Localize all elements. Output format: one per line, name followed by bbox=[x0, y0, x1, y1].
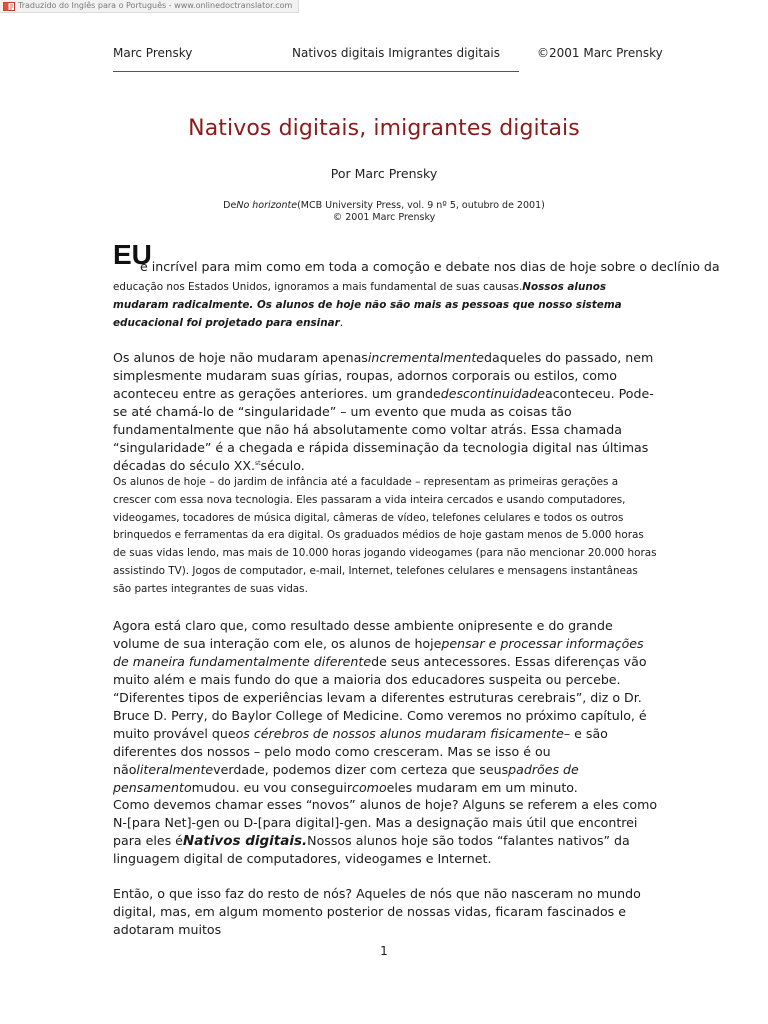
p2-emphasis-b: descontinuidade bbox=[440, 386, 545, 401]
header-rule bbox=[113, 71, 519, 72]
paragraph-6: Então, o que isso faz do resto de nós? Aqueles de nós que não nasceram no mundo digital, mas, em algum momento posterior de nossas vidas, ficaram fascinados e adotaram muitos bbox=[113, 886, 641, 937]
p4-emphasis-c: literalmente bbox=[136, 762, 214, 777]
p4-text-a: Agora está claro que, como resultado desse ambiente onipresente e do grande volume de sua interação com ele, os alunos de hoje bbox=[113, 618, 613, 651]
paragraph-3: Os alunos de hoje – do jardim de infância até a faculdade – representam as primeiras gerações a crescer com essa nova tecnologia. Eles passaram a vida inteira cercados e usando computadores, videogames, tocadores de música digital, câmeras de vídeo, telefones celulares e todos os outros brinquedos e ferramentas da era digital. Os graduados médios de hoje gastam menos de 5.000 horas de suas vidas lendo, mas mais de 10.000 horas jogando videogames (para não mencionar 20.000 horas assistindo TV). Jogos de computador, e-mail, Internet, telefones celulares e mensagens instantâneas são partes integrantes de suas vidas. bbox=[113, 476, 657, 595]
translator-text[interactable]: Traduzido do Inglês para o Português - www.onlinedoctranslator.com bbox=[18, 1, 293, 10]
drop-cap: EU bbox=[113, 239, 152, 270]
header-author: Marc Prensky bbox=[113, 46, 193, 60]
p2-emphasis-a: incrementalmente bbox=[367, 350, 485, 365]
p2-text-b: daqueles do passado, nem simplesmente mudaram suas gírias, roupas, adornos corporais ou estilos, como aconteceu entre as gerações anteriores. um grande bbox=[113, 350, 654, 401]
p2-text-a: Os alunos de hoje não mudaram apenas bbox=[113, 350, 368, 365]
p5-text-a: Como devemos chamar esses “novos” alunos de hoje? Alguns se referem a eles como N-[para Net]-gen ou D-[para digital]-gen. Mas a designação mais útil que encontrei para eles é bbox=[113, 797, 658, 848]
source-publication: No horizonte bbox=[236, 200, 298, 211]
translator-banner[interactable] bbox=[0, 0, 299, 13]
p4-text-b: de seus antecessores. Essas diferenças vão muito além e mais fundo do que a maioria dos educadores suspeita ou percebe. “Diferentes tipos de experiências levam a diferentes estruturas cerebrais”, diz o Dr. Bruce D. Perry, do Baylor College of Medicine. Como veremos no próximo capítulo, é muito provável que bbox=[113, 654, 647, 741]
paragraph-2 bbox=[113, 349, 658, 475]
paragraph-1-text: educação nos Estados Unidos, ignoramos a mais fundamental de suas causas. bbox=[113, 281, 523, 293]
p4-text-f: eles mudaram em um minuto. bbox=[386, 780, 578, 795]
page-number: 1 bbox=[380, 944, 388, 958]
header-title: Nativos digitais Imigrantes digitais bbox=[292, 46, 501, 60]
paragraph-1-first-line: é incrível para mim como em toda a comoção e debate nos dias de hoje sobre o declínio da bbox=[140, 259, 720, 274]
paragraph-1-end: . bbox=[339, 316, 344, 329]
p4-emphasis-d: padrões de pensamento bbox=[113, 762, 579, 795]
p2-text-d: século. bbox=[260, 458, 305, 473]
p4-text-e: mudou. eu vou conseguir bbox=[191, 780, 353, 795]
p4-emphasis-e: como bbox=[352, 780, 387, 795]
p4-emphasis-a: pensar e processar informações de maneira fundamentalmente diferente bbox=[113, 636, 644, 669]
byline: Por Marc Prensky bbox=[330, 166, 438, 181]
source-copyright: © 2001 Marc Prensky bbox=[332, 212, 436, 223]
translator-logo-icon bbox=[3, 2, 15, 11]
source-from: De bbox=[223, 200, 237, 211]
paragraph-4 bbox=[113, 617, 658, 797]
paragraph-1 bbox=[113, 279, 658, 332]
source-citation bbox=[0, 200, 768, 224]
paragraph-5 bbox=[113, 796, 658, 868]
p4-text-c: – e são diferentes dos nossos – pelo modo como cresceram. Mas se isso é ou não bbox=[113, 726, 608, 777]
p4-text-d: verdade, podemos dizer com certeza que seus bbox=[213, 762, 509, 777]
header-copyright: ©2001 Marc Prensky bbox=[537, 46, 663, 60]
source-details: (MCB University Press, vol. 9 nº 5, outubro de 2001) bbox=[297, 200, 545, 211]
p2-superscript: st bbox=[255, 459, 261, 467]
p5-term-digital-natives: Nativos digitais. bbox=[182, 833, 308, 849]
p5-text-b: Nossos alunos hoje são todos “falantes nativos” da linguagem digital de computadores, videogames e Internet. bbox=[113, 833, 630, 866]
p2-text-c: aconteceu. Pode-se até chamá-lo de “singularidade” – um evento que muda as coisas tão fundamentalmente que não há absolutamente como voltar atrás. Essa chamada “singularidade” é a chegada e rápida disseminação da tecnologia digital nas últimas décadas do século XX. bbox=[113, 386, 654, 473]
page-title: Nativos digitais, imigrantes digitais bbox=[188, 116, 580, 141]
paragraph-1-emphasis: Nossos alunos mudaram radicalmente. Os alunos de hoje não são mais as pessoas que nosso sistema educacional foi projetado para ensinar bbox=[113, 281, 622, 329]
p4-emphasis-b: os cérebros de nossos alunos mudaram fisicamente bbox=[235, 726, 564, 741]
